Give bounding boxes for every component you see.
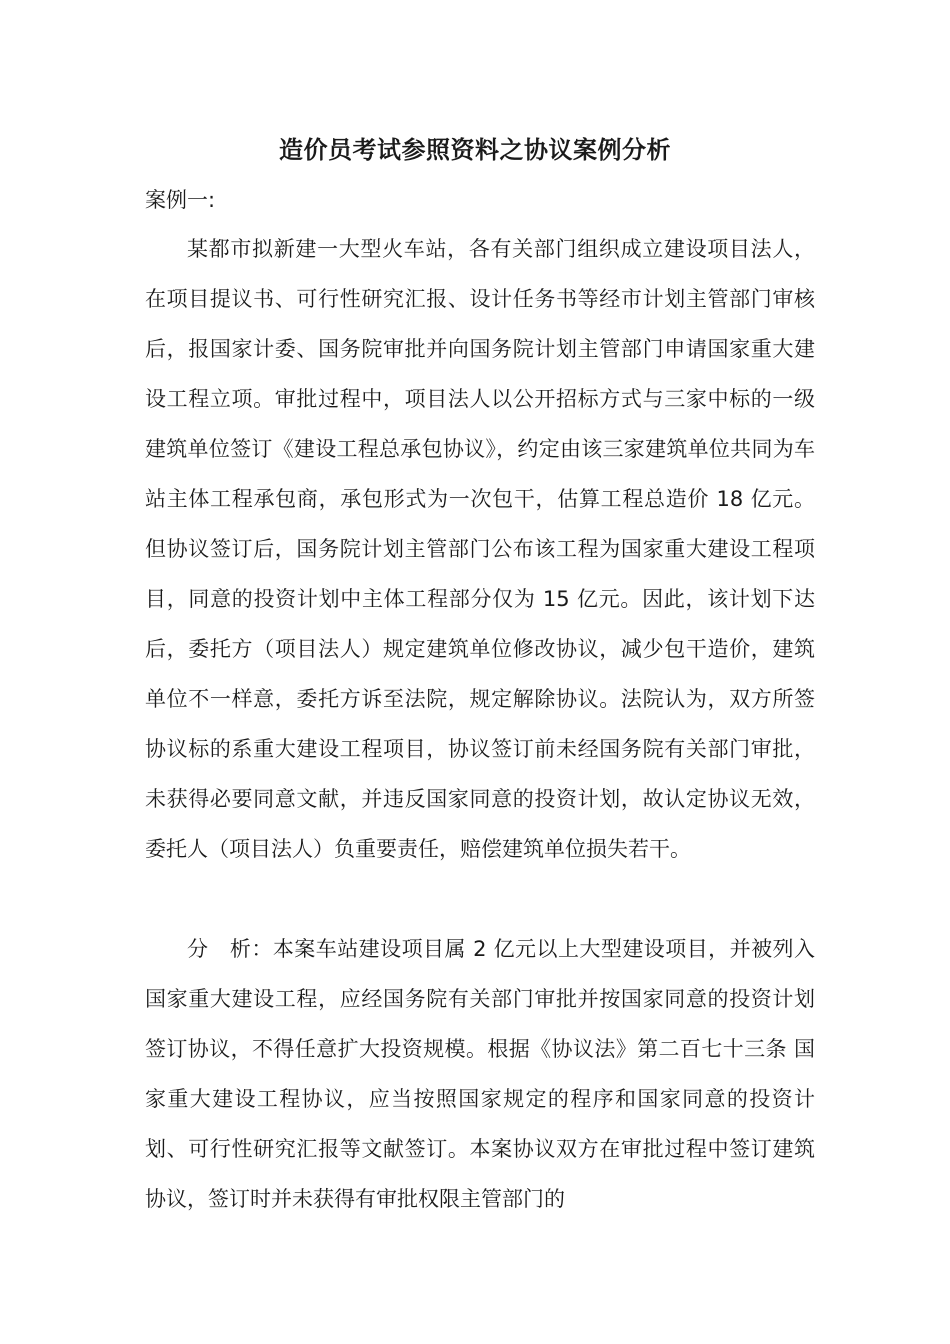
case-description-paragraph: 某都市拟新建一大型火车站，各有关部门组织成立建设项目法人，在项目提议书、可行性研究汇报、设计任务书等经市计划主管部门审核后，报国家计委、国务院审批并向国务院计划主管部门申请国家重大建设工程立项。审批过程中，项目法人以公开招标方式与三家中标的一级建筑单位签订《建设工程总承包协议》，约定由该三家建筑单位共同为车站主体工程承包商，承包形式为一次包干，估算工程总造价 18 亿元。但协议签订后，国务院计划主管部门公布该工程为国家重大建设工程项目，同意的投资计划中主体工程部分仅为 15 亿元。因此，该计划下达后，委托方（项目法人）规定建筑单位修改协议，减少包干造价，建筑单位不一样意，委托方诉至法院，规定解除协议。法院认为，双方所签协议标的系重大建设工程项目，协议签订前未经国务院有关部门审批，未获得必要同意文献，并违反国家同意的投资计划，故认定协议无效，委托人（项目法人）负重要责任，赔偿建筑单位损失若干。: [145, 237, 815, 861]
case-label: 案例一:: [145, 188, 216, 212]
document-title: 造价员考试参照资料之协议案例分析: [279, 136, 671, 164]
analysis-paragraph: 分 析：本案车站建设项目属 2 亿元以上大型建设项目，并被列入国家重大建设工程，应经国务院有关部门审批并按国家同意的投资计划签订协议，不得任意扩大投资规模。根据《协议法》第二百七十三条 国家重大建设工程协议，应当按照国家规定的程序和国家同意的投资计划、可行性研究汇报等文献签订。本案协议双方在审批过程中签订建筑协议，签订时并未获得有审批权限主管部门的: [145, 937, 815, 1211]
